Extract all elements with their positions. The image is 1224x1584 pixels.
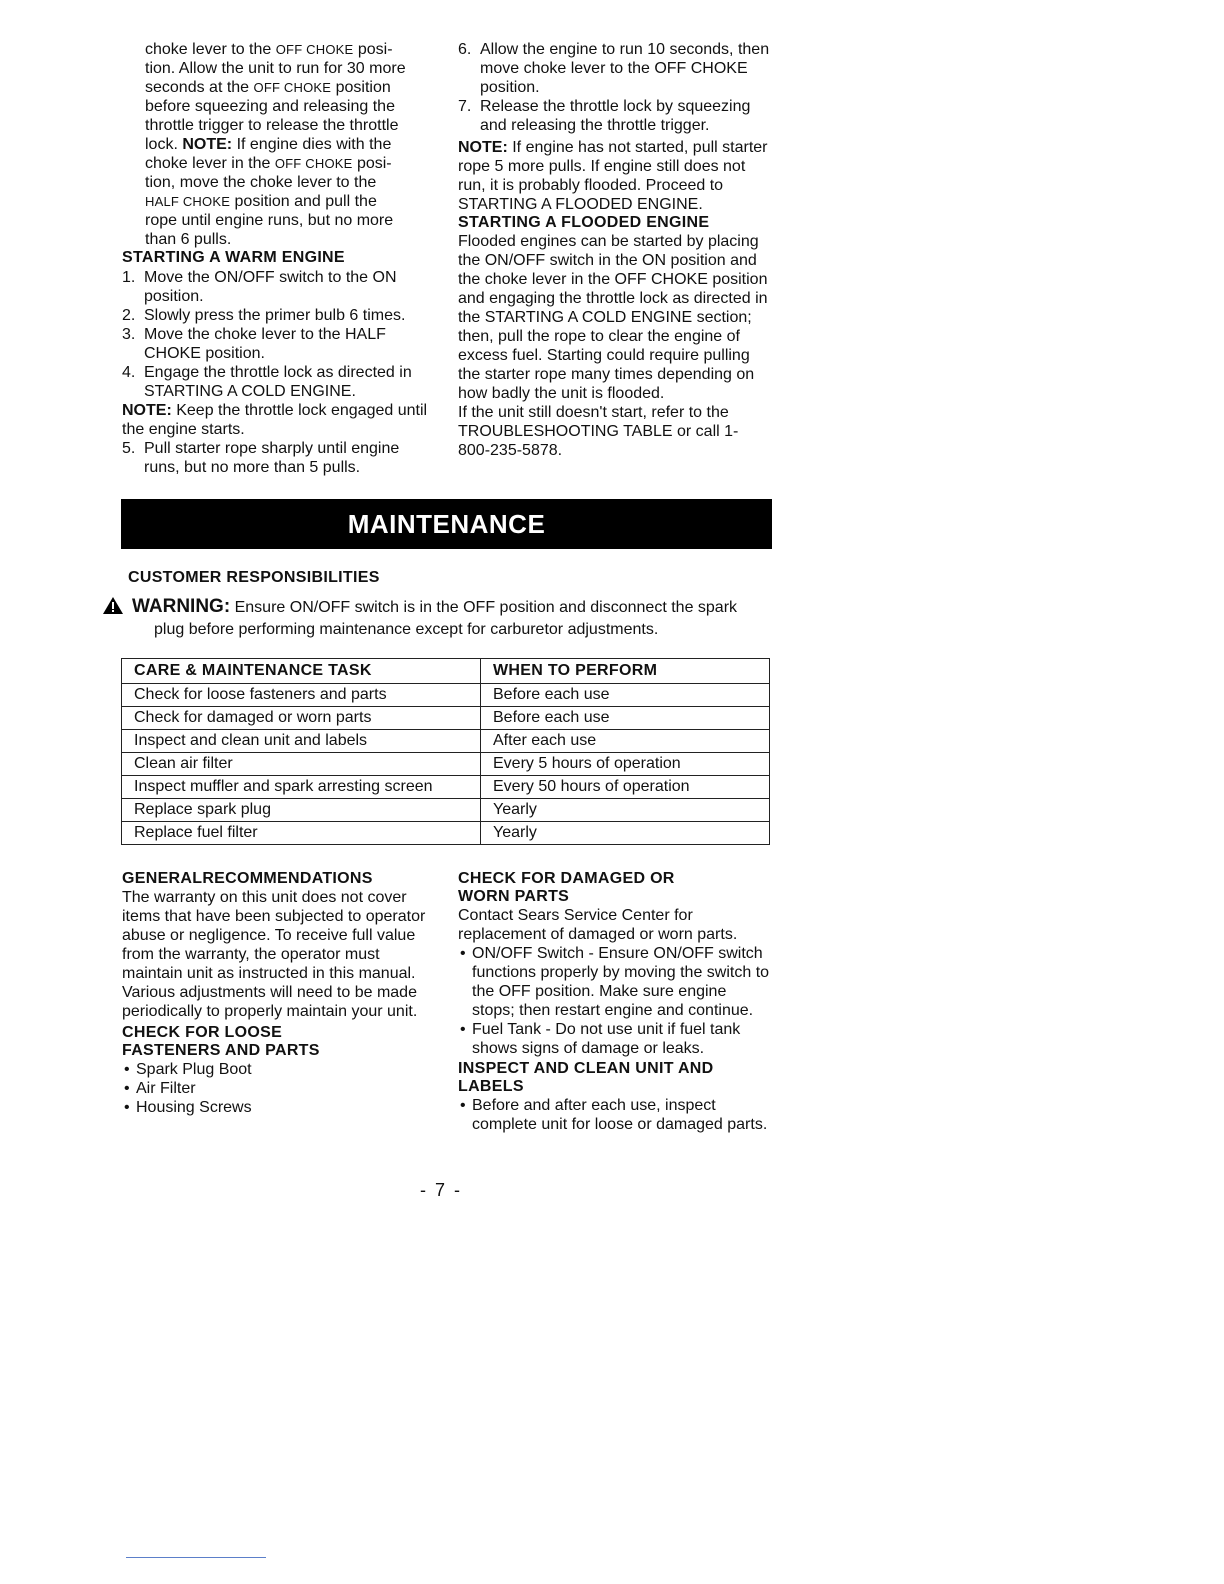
list-item: 3. Move the choke lever to the HALF CHOKE position.: [122, 326, 386, 362]
warm-engine-heading: STARTING A WARM ENGINE: [122, 249, 345, 266]
list-item: 5. Pull starter rope sharply until engine runs, but no more than 5 pulls.: [122, 440, 400, 476]
loose-fasteners-list: [122, 1060, 438, 1117]
customer-responsibilities-heading: CUSTOMER RESPONSIBILITIES: [128, 569, 380, 586]
list-item: • Housing Screws: [122, 1098, 438, 1117]
list-item: • Spark Plug Boot: [122, 1060, 438, 1079]
list-item: 6. Allow the engine to run 10 seconds, then move choke lever to the OFF CHOKE position.: [458, 41, 770, 96]
damaged-parts-text: Contact Sears Service Center for replacement of damaged or worn parts.: [458, 907, 738, 943]
inspect-clean-list: [458, 1096, 770, 1134]
table-row: Replace fuel filter Yearly: [122, 822, 770, 845]
list-item: • ON/OFF Switch - Ensure ON/OFF switch functions properly by moving the switch to the OFF position. Make sure engine stops; then restart engine and continue.: [458, 944, 770, 1020]
table-row: Inspect muffler and spark arresting screen Every 50 hours of operation: [122, 776, 770, 799]
warning-text: Ensure ON/OFF switch is in the OFF position and disconnect the spark plug before performing maintenance except for carburetor adjustments.: [154, 599, 738, 638]
warning-block: [128, 596, 768, 639]
table-row: Clean air filter Every 5 hours of operation: [122, 753, 770, 776]
flooded-engine-heading: STARTING A FLOODED ENGINE: [458, 214, 710, 231]
list-item: 2. Slowly press the primer bulb 6 times.: [122, 307, 406, 324]
column-header-task: CARE & MAINTENANCE TASK: [122, 659, 481, 684]
page-number: - 7 -: [420, 1180, 463, 1200]
general-recommendations-text: The warranty on this unit does not cover items that have been subjected to operator abuse or negligence. To receive full value from the warranty, the operator must maintain unit as instructed in this manual. Various adjustments will need to be made periodically to properly maintain your unit.: [122, 889, 426, 1020]
damaged-parts-list: [458, 944, 770, 1058]
table-row: Check for damaged or worn parts Before each use: [122, 707, 770, 730]
cold-engine-steps-cont: [458, 40, 770, 135]
list-item: • Fuel Tank - Do not use unit if fuel tank shows signs of damage or leaks.: [458, 1020, 770, 1058]
damaged-parts-heading: CHECK FOR DAMAGED OR WORN PARTS: [458, 870, 675, 905]
list-item: 1. Move the ON/OFF switch to the ON position.: [122, 269, 397, 305]
general-recommendations-heading: GENERALRECOMMENDATIONS: [122, 870, 373, 887]
table-header-row: [122, 659, 770, 684]
warm-note: NOTE: Keep the throttle lock engaged until the engine starts.: [122, 402, 428, 438]
table-row: Replace spark plug Yearly: [122, 799, 770, 822]
loose-fasteners-heading: CHECK FOR LOOSE FASTENERS AND PARTS: [122, 1024, 320, 1059]
choke-continuation: choke lever to the OFF CHOKE posi- tion. Allow the unit to run for 30 more seconds at the OFF CHOKE position before squeezing and releasing the throttle trigger to release the throttle lock. NOTE: If engine dies with the choke lever in the OFF CHOKE posi- tion, move the choke lever to the HALF CHOKE position and pull the rope until engine runs, but no more than 6 pulls.: [145, 41, 406, 248]
list-item: • Before and after each use, inspect complete unit for loose or damaged parts.: [458, 1096, 770, 1134]
flooded-engine-text: Flooded engines can be started by placing the ON/OFF switch in the ON position and the choke lever in the OFF CHOKE position and engaging the throttle lock as directed in the STARTING A COLD ENGINE section; then, pull the rope to clear the engine of excess fuel. Starting could require pulling the starter rope many times depending on how badly the unit is flooded.: [458, 233, 768, 402]
maintenance-banner: MAINTENANCE: [121, 499, 772, 549]
warm-engine-steps: [122, 268, 438, 401]
troubleshooting-text: If the unit still doesn't start, refer to the TROUBLESHOOTING TABLE or call 1-800-235-5878.: [458, 404, 739, 459]
bottom-left-column: [122, 870, 438, 1117]
column-header-when: WHEN TO PERFORM: [481, 659, 770, 684]
list-item: 7. Release the throttle lock by squeezing and releasing the throttle trigger.: [458, 98, 751, 134]
list-item: 4. Engage the throttle lock as directed in STARTING A COLD ENGINE.: [122, 364, 412, 400]
warning-label: WARNING:: [132, 596, 231, 617]
bottom-right-column: [458, 870, 770, 1134]
maintenance-table: [121, 658, 770, 845]
inspect-clean-heading: INSPECT AND CLEAN UNIT AND LABELS: [458, 1060, 714, 1095]
top-left-column: [122, 40, 438, 477]
table-row: Check for loose fasteners and parts Before each use: [122, 684, 770, 707]
table-row: Inspect and clean unit and labels After each use: [122, 730, 770, 753]
flood-note: NOTE: If engine has not started, pull starter rope 5 more pulls. If engine still does not run, it is probably flooded. Proceed to STARTING A FLOODED ENGINE.: [458, 139, 768, 213]
top-right-column: [458, 40, 770, 460]
footer-rule: [126, 1557, 266, 1558]
list-item: • Air Filter: [122, 1079, 438, 1098]
